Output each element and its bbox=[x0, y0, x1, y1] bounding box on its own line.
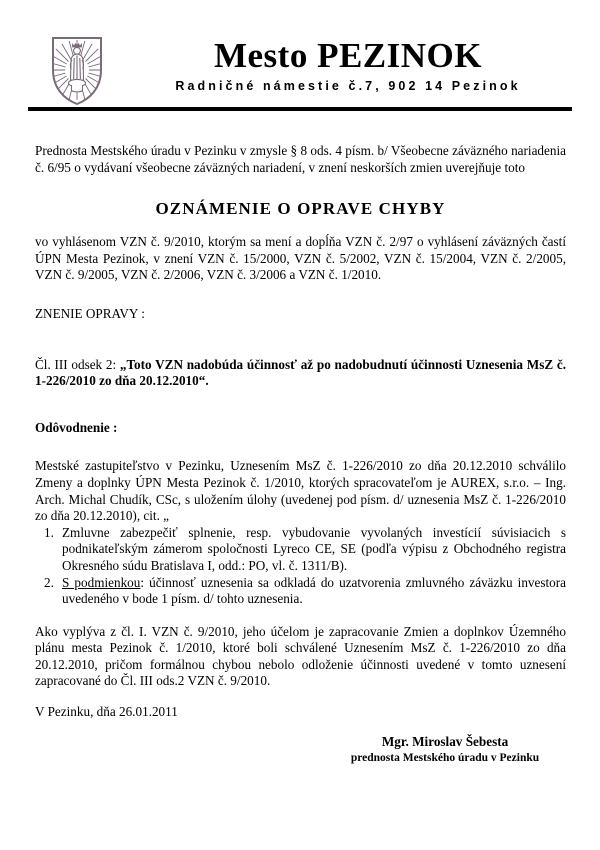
spacer bbox=[35, 284, 566, 306]
correction-text bbox=[35, 357, 566, 390]
header-titles bbox=[124, 34, 572, 94]
conclusion-paragraph: Ako vyplýva z čl. I. VZN č. 9/2010, jeho účelom je zapracovanie Zmien a doplnkov Územného plánu mesta Pezinok č. 1/2010, ktoré boli schválené Uznesením MsZ č. 1-226/2010 zo dňa 20.12.2010, pričom formálnou chybou nebolo odloženie účinnosti uvedené v tomto uznesení zapracované do Čl. III ods.2 VZN č. 9/2010. bbox=[35, 623, 566, 689]
list-item-text: Zmluvne zabezpečiť splnenie, resp. vybudovanie vyvolaných investícií súvisiacich s podnikateľským zámerom spoločnosti Lyreco CE, SE (podľa výpisu z Obchodného registra Okresného súdu Bratislava I, odd.: PO, vl. č. 1311/B). bbox=[62, 524, 566, 573]
spacer bbox=[35, 176, 566, 198]
city-address: Radničné námestie č.7, 902 14 Pezinok bbox=[175, 79, 521, 93]
reasoning-label: Odôvodnenie : bbox=[35, 419, 118, 435]
page-title: OZNÁMENIE O OPRAVE CHYBY bbox=[155, 199, 446, 219]
reasons-list bbox=[35, 525, 566, 608]
signature-block bbox=[320, 733, 570, 766]
spacer bbox=[35, 323, 566, 357]
spacer bbox=[35, 608, 566, 624]
correction-quote: „Toto VZN nadobúda účinnosť až po nadobudnutí účinnosti Uznesenia MsZ č. 1-226/2010 zo dňa 20.12.2010“. bbox=[35, 356, 566, 389]
document-header bbox=[28, 34, 572, 108]
document-body bbox=[35, 143, 566, 721]
list-item-text: : účinnosť uznesenia sa odkladá do uzatvorenia zmluvného záväzku investora uvedeného v bode 1 písm. d/ tohto uznesenia. bbox=[62, 574, 567, 607]
correction-label: ZNENIE OPRAVY : bbox=[35, 305, 145, 321]
list-item bbox=[35, 525, 566, 575]
pezinok-coat-of-arms-icon bbox=[50, 36, 104, 106]
list-item bbox=[35, 575, 566, 608]
spacer bbox=[35, 390, 566, 420]
signatory-role: prednosta Mestského úradu v Pezinku bbox=[350, 752, 540, 764]
spacer bbox=[35, 220, 566, 234]
list-item-lead: S podmienkou bbox=[62, 574, 141, 590]
header-divider bbox=[28, 107, 572, 111]
spacer bbox=[35, 436, 566, 458]
spacer bbox=[35, 690, 566, 704]
signatory-name: Mgr. Miroslav Šebesta bbox=[381, 734, 509, 749]
correction-prefix: Čl. III odsek 2: bbox=[35, 356, 120, 372]
subject-paragraph: vo vyhlásenom VZN č. 9/2010, ktorým sa mení a dopĺňa VZN č. 2/97 o vyhlásení záväzných častí ÚPN Mesta Pezinok, v znení VZN č. 15/2000, VZN č. 5/2002, VZN č. 15/2004, VZN č. 2/2005, VZN č. 9/2005, VZN č. 2/2006, VZN č. 3/2006 a VZN č. 1/2010. bbox=[35, 234, 566, 283]
reasoning-intro: Mestské zastupiteľstvo v Pezinku, Uznesením MsZ č. 1-226/2010 zo dňa 20.12.2010 schválilo Zmeny a doplnky ÚPN Mesta Pezinok č. 1/2010, ktorých spracovateľom je AUREX, s.r.o. – Ing. Arch. Michal Chudík, CSc, s uložením úlohy (uvedenej pod písm. d/ uznesenia MsZ č. 1-226/2010 zo dňa 20.12.2010), cit. „ bbox=[35, 458, 566, 524]
intro-paragraph: Prednosta Mestského úradu v Pezinku v zmysle § 8 ods. 4 písm. b/ Všeobecne záväzného nariadenia č. 6/95 o vydávaní všeobecne záväzných nariadení, v znení neskorších zmien uverejňuje toto bbox=[35, 143, 566, 175]
city-title: Mesto PEZINOK bbox=[213, 36, 482, 75]
place-date: V Pezinku, dňa 26.01.2011 bbox=[35, 704, 178, 720]
